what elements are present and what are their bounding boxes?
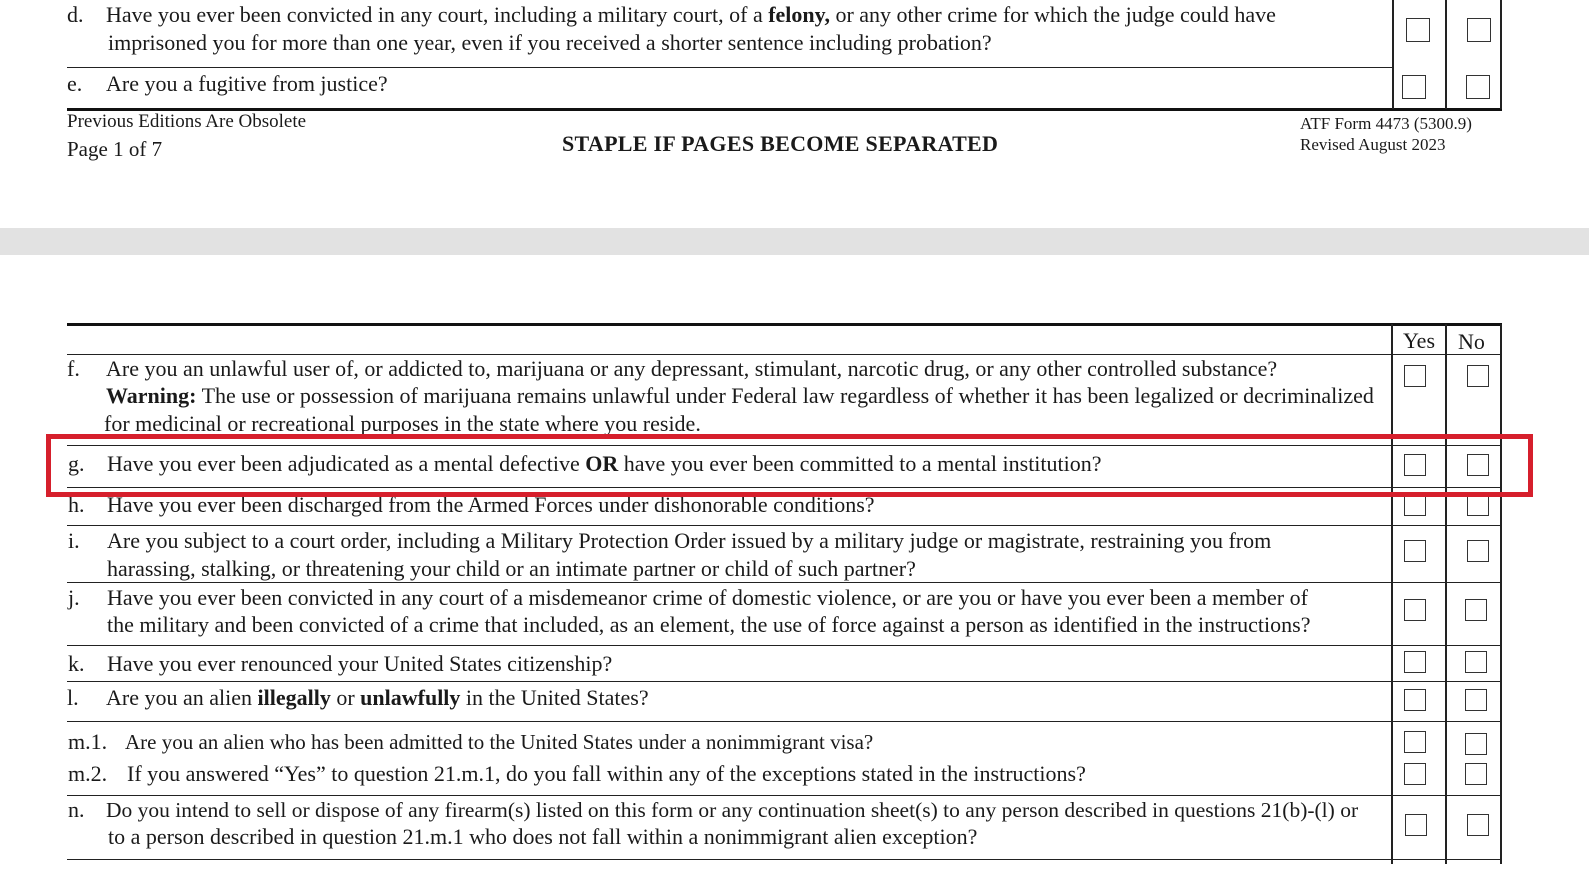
question-m1-yes-checkbox[interactable]	[1404, 731, 1426, 753]
question-d-no-checkbox[interactable]	[1467, 18, 1491, 42]
question-j-text-line2: the military and been convicted of a crime that included, as an element, the use of force against a person as identified in the instructions?	[107, 612, 1311, 637]
question-f-text-line3: for medicinal or recreational purposes in the state where you reside.	[104, 411, 701, 436]
question-f-no-checkbox[interactable]	[1467, 365, 1489, 387]
question-d-text: Have you ever been convicted in any court, including a military court, of a felony, or any other crime for which the judge could have	[106, 2, 1276, 27]
question-d-text-line2: imprisoned you for more than one year, even if you received a shorter sentence including probation?	[108, 30, 992, 55]
question-i-text: Are you subject to a court order, including a Military Protection Order issued by a military judge or magistrate, restraining you from	[107, 528, 1272, 553]
question-f-text: Are you an unlawful user of, or addicted to, marijuana or any depressant, stimulant, narcotic drug, or any other controlled substance?	[106, 356, 1278, 381]
question-i-text-line2: harassing, stalking, or threatening your child or an intimate partner or child of such partner?	[107, 556, 916, 581]
question-m1-letter: m.1.	[68, 729, 108, 754]
no-column-header: No	[1458, 329, 1485, 354]
question-n-no-checkbox[interactable]	[1467, 814, 1489, 836]
question-k-yes-checkbox[interactable]	[1404, 651, 1426, 673]
question-j-letter: j.	[68, 585, 80, 610]
question-l-no-checkbox[interactable]	[1465, 689, 1487, 711]
footer-revision-date: Revised August 2023	[1300, 135, 1446, 154]
question-g-letter: g.	[68, 451, 85, 476]
question-h-no-checkbox[interactable]	[1467, 494, 1489, 516]
question-l-letter: l.	[67, 685, 79, 710]
question-h-text: Have you ever been discharged from the Armed Forces under dishonorable conditions?	[107, 497, 875, 517]
question-i-yes-checkbox[interactable]	[1404, 540, 1426, 562]
question-e-yes-checkbox[interactable]	[1402, 75, 1426, 99]
question-m2-letter: m.2.	[68, 761, 108, 786]
question-h-letter: h.	[68, 497, 85, 517]
question-l-text: Are you an alien illegally or unlawfully in the United States?	[106, 685, 649, 710]
question-f-yes-checkbox[interactable]	[1404, 365, 1426, 387]
question-m2-text: If you answered “Yes” to question 21.m.1, do you fall within any of the exceptions stated in the instructions?	[127, 761, 1086, 786]
question-e-no-checkbox[interactable]	[1466, 75, 1490, 99]
question-k-no-checkbox[interactable]	[1465, 651, 1487, 673]
question-m1-text: Are you an alien who has been admitted to the United States under a nonimmigrant visa?	[125, 730, 874, 754]
question-n-yes-checkbox[interactable]	[1405, 814, 1427, 836]
question-f-warning: Warning: The use or possession of marijuana remains unlawful under Federal law regardless of whether it has been legalized or decriminalized	[106, 383, 1374, 408]
question-f-letter: f.	[67, 356, 80, 381]
question-k-letter: k.	[68, 651, 85, 676]
question-g-yes-checkbox[interactable]	[1404, 454, 1426, 476]
question-i-no-checkbox[interactable]	[1467, 540, 1489, 562]
question-d-yes-checkbox[interactable]	[1406, 18, 1430, 42]
question-n-text: Do you intend to sell or dispose of any firearm(s) listed on this form or any continuation sheet(s) to any person described in questions 21(b)-(l) or	[106, 798, 1359, 822]
question-l-yes-checkbox[interactable]	[1404, 689, 1426, 711]
question-e-letter: e.	[67, 71, 83, 96]
question-g-text: Have you ever been adjudicated as a mental defective OR have you ever been committed to a mental institution?	[107, 451, 1102, 476]
question-j-yes-checkbox[interactable]	[1404, 599, 1426, 621]
question-g-no-checkbox[interactable]	[1467, 454, 1489, 476]
question-m2-no-checkbox[interactable]	[1465, 763, 1487, 785]
yes-column-header: Yes	[1403, 328, 1436, 353]
question-n-letter: n.	[68, 797, 85, 822]
question-i-letter: i.	[68, 528, 80, 553]
question-k-text: Have you ever renounced your United States citizenship?	[107, 651, 613, 676]
question-j-text: Have you ever been convicted in any court of a misdemeanor crime of domestic violence, or are you or have you ever been a member of	[107, 585, 1308, 610]
question-m1-no-checkbox[interactable]	[1465, 733, 1487, 755]
footer-staple-notice: STAPLE IF PAGES BECOME SEPARATED	[562, 131, 999, 156]
question-e-text: Are you a fugitive from justice?	[106, 71, 388, 96]
question-j-no-checkbox[interactable]	[1465, 599, 1487, 621]
question-n-text-line2: to a person described in question 21.m.1 who does not fall within a nonimmigrant alien exception?	[108, 824, 978, 849]
question-d-letter: d.	[67, 2, 84, 27]
footer-obsolete-notice: Previous Editions Are Obsolete	[67, 111, 307, 132]
question-h-yes-checkbox[interactable]	[1404, 494, 1426, 516]
page-separator	[0, 228, 1589, 255]
footer-page-number: Page 1 of 7	[67, 137, 163, 161]
footer-form-number: ATF Form 4473 (5300.9)	[1300, 114, 1472, 133]
question-m2-yes-checkbox[interactable]	[1404, 763, 1426, 785]
question-h-row	[60, 497, 1440, 517]
